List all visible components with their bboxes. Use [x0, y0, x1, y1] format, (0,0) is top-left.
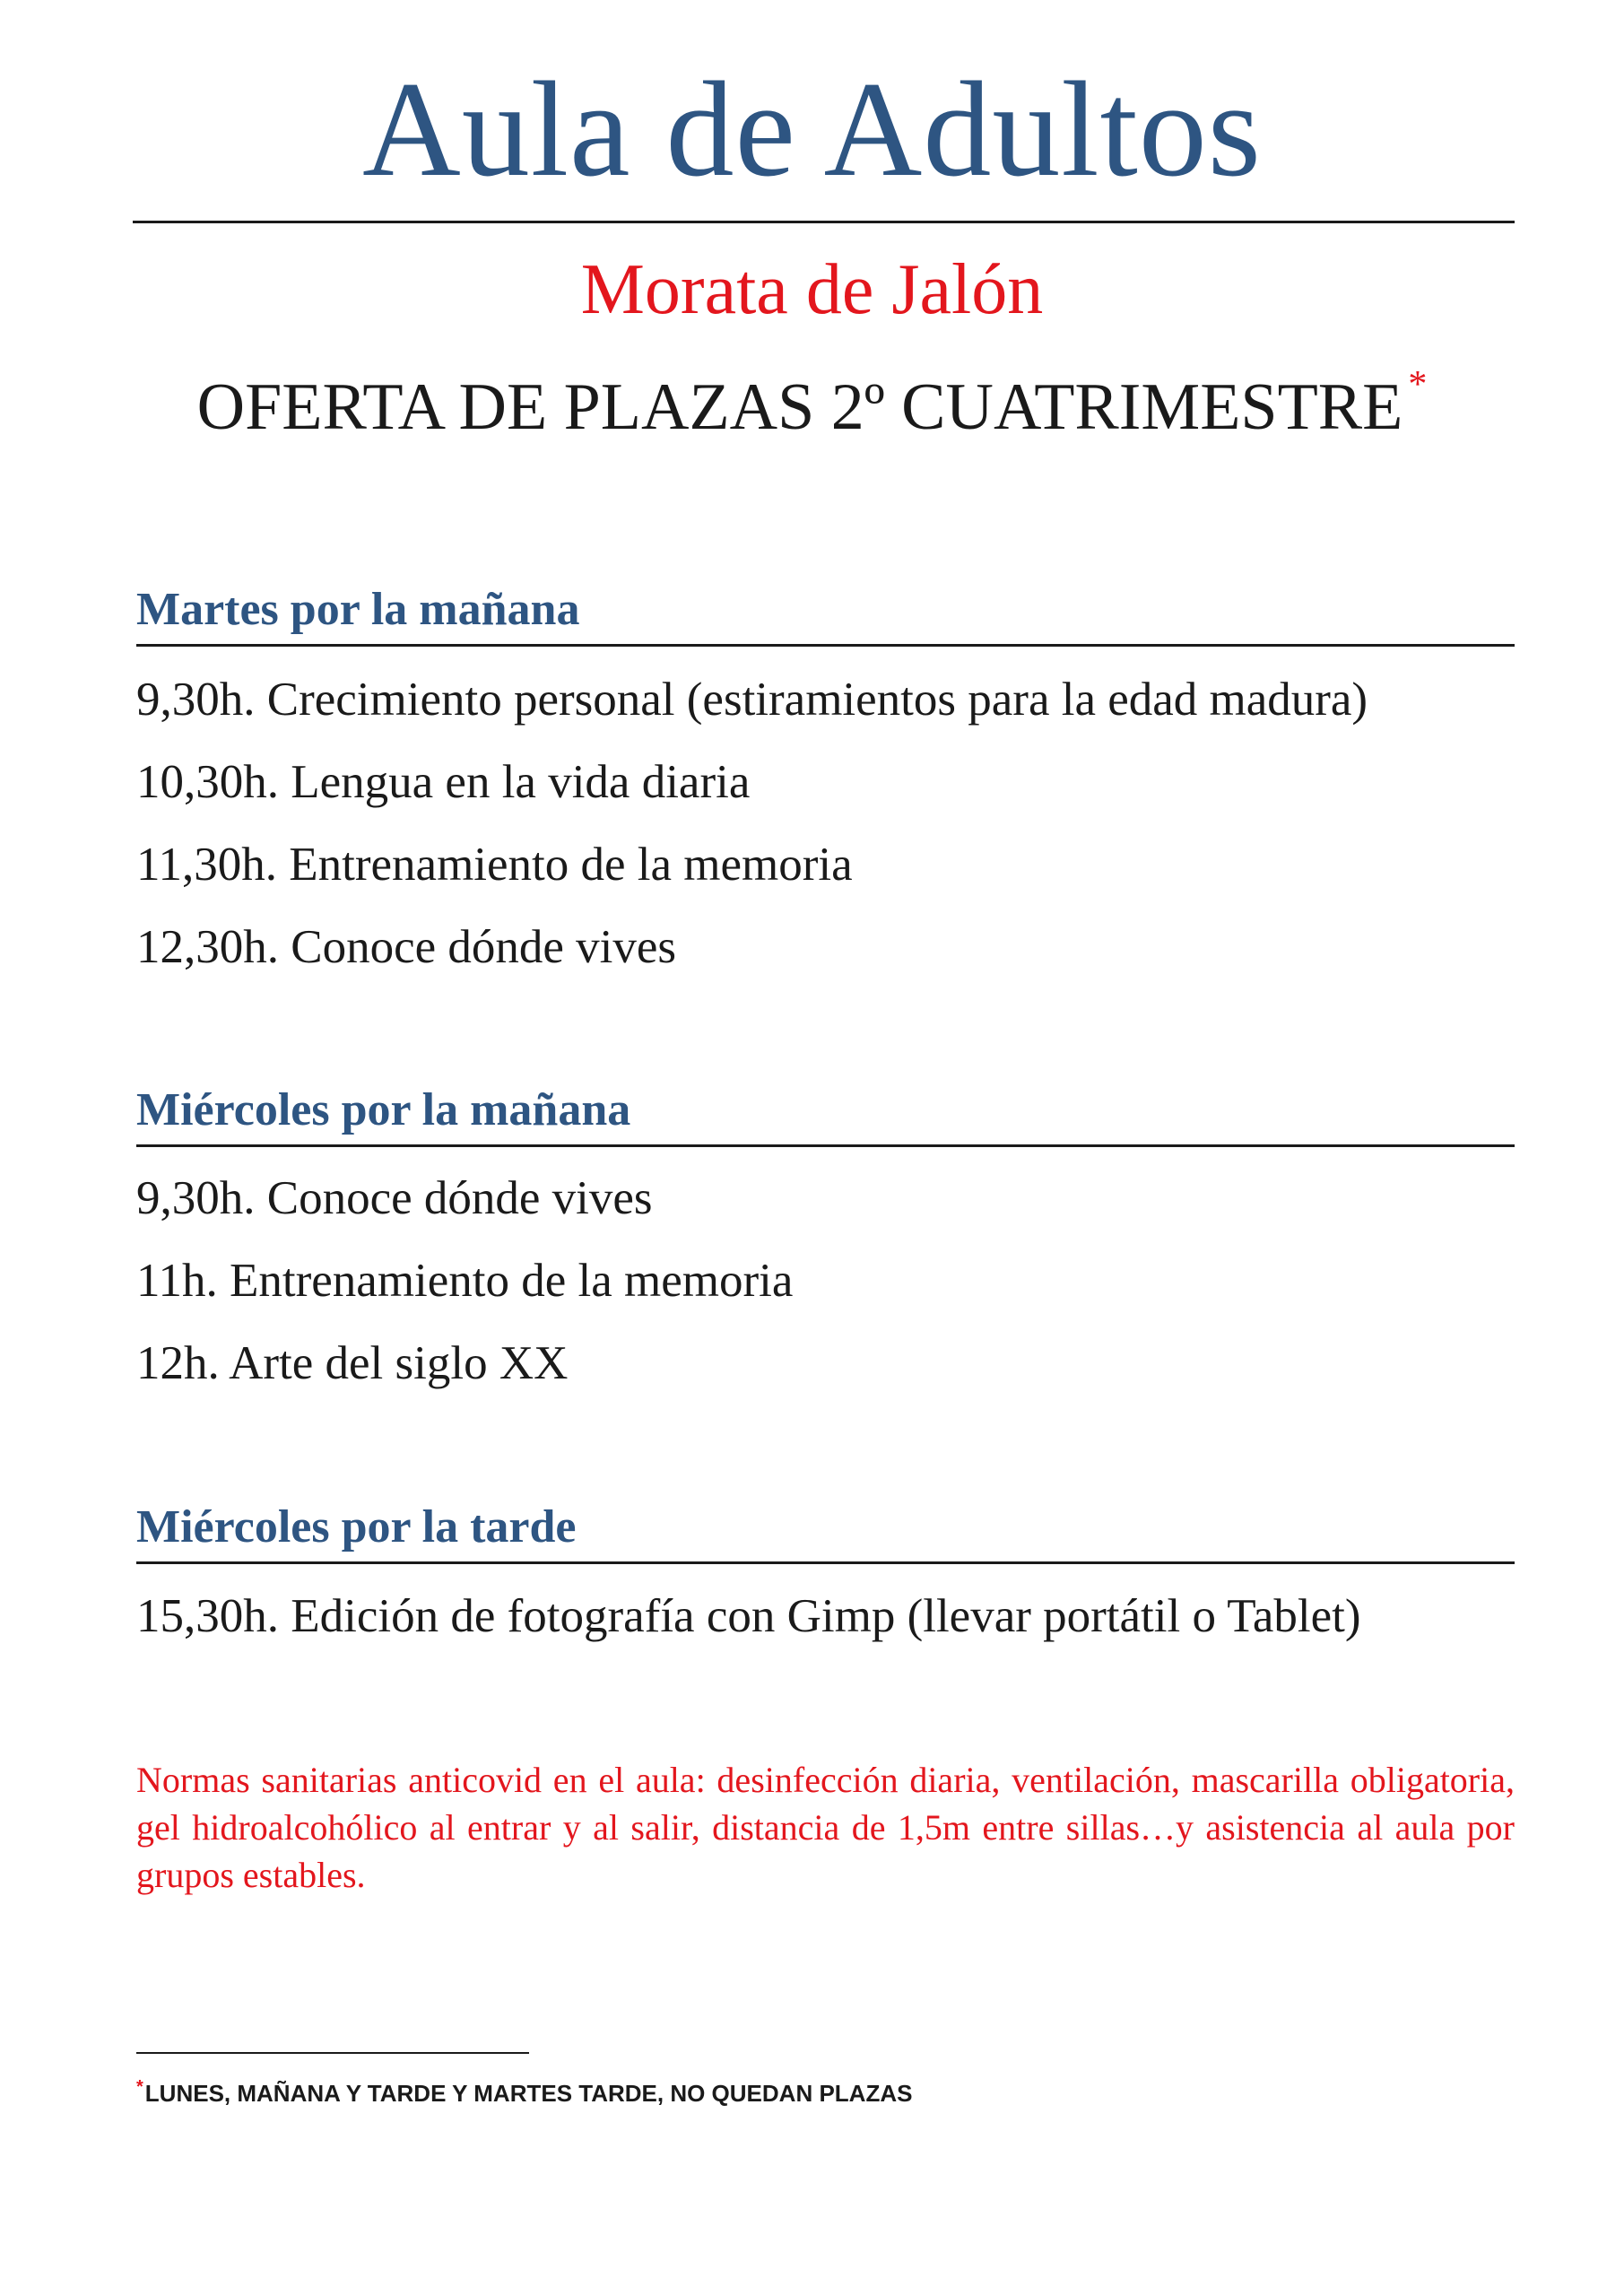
session-item: 9,30h. Crecimiento personal (estiramientos para la edad madura) [136, 674, 1368, 726]
session-item: 9,30h. Conoce dónde vives [136, 1172, 653, 1224]
session-item: 12,30h. Conoce dónde vives [136, 921, 677, 973]
offer-text: OFERTA DE PLAZAS 2º CUATRIMESTRE [196, 370, 1403, 444]
footnote [136, 2078, 912, 2105]
section-heading-wednesday-afternoon: Miércoles por la tarde [136, 1504, 1515, 1564]
footnote-text: LUNES, MAÑANA Y TARDE Y MARTES TARDE, NO QUEDAN PLAZAS [144, 2080, 913, 2107]
session-item: 12h. Arte del siglo XX [136, 1337, 569, 1389]
session-item: 10,30h. Lengua en la vida diaria [136, 756, 751, 808]
session-item: 11h. Entrenamiento de la memoria [136, 1255, 794, 1307]
page-title: Aula de Adultos [362, 54, 1262, 204]
section-heading-tuesday-morning: Martes por la mañana [136, 587, 1515, 647]
star-icon: * [136, 2077, 143, 2097]
offer-heading [0, 364, 1624, 444]
footnote-divider [136, 2052, 529, 2054]
star-icon: * [1408, 364, 1428, 405]
location-subtitle: Morata de Jalón [580, 250, 1044, 329]
covid-notice: Normas sanitarias anticovid en el aula: desinfección diaria, ventilación, mascarilla obligatoria, gel hidroalcohólico al entrar y al salir, distancia de 1,5m entre sillas…y asistencia al aula por grupos estables. [136, 1760, 1515, 1895]
title-divider [133, 221, 1515, 223]
session-item: 15,30h. Edición de fotografía con Gimp (llevar portátil o Tablet) [136, 1590, 1361, 1642]
session-item: 11,30h. Entrenamiento de la memoria [136, 839, 853, 891]
section-heading-wednesday-morning: Miércoles por la mañana [136, 1087, 1515, 1147]
